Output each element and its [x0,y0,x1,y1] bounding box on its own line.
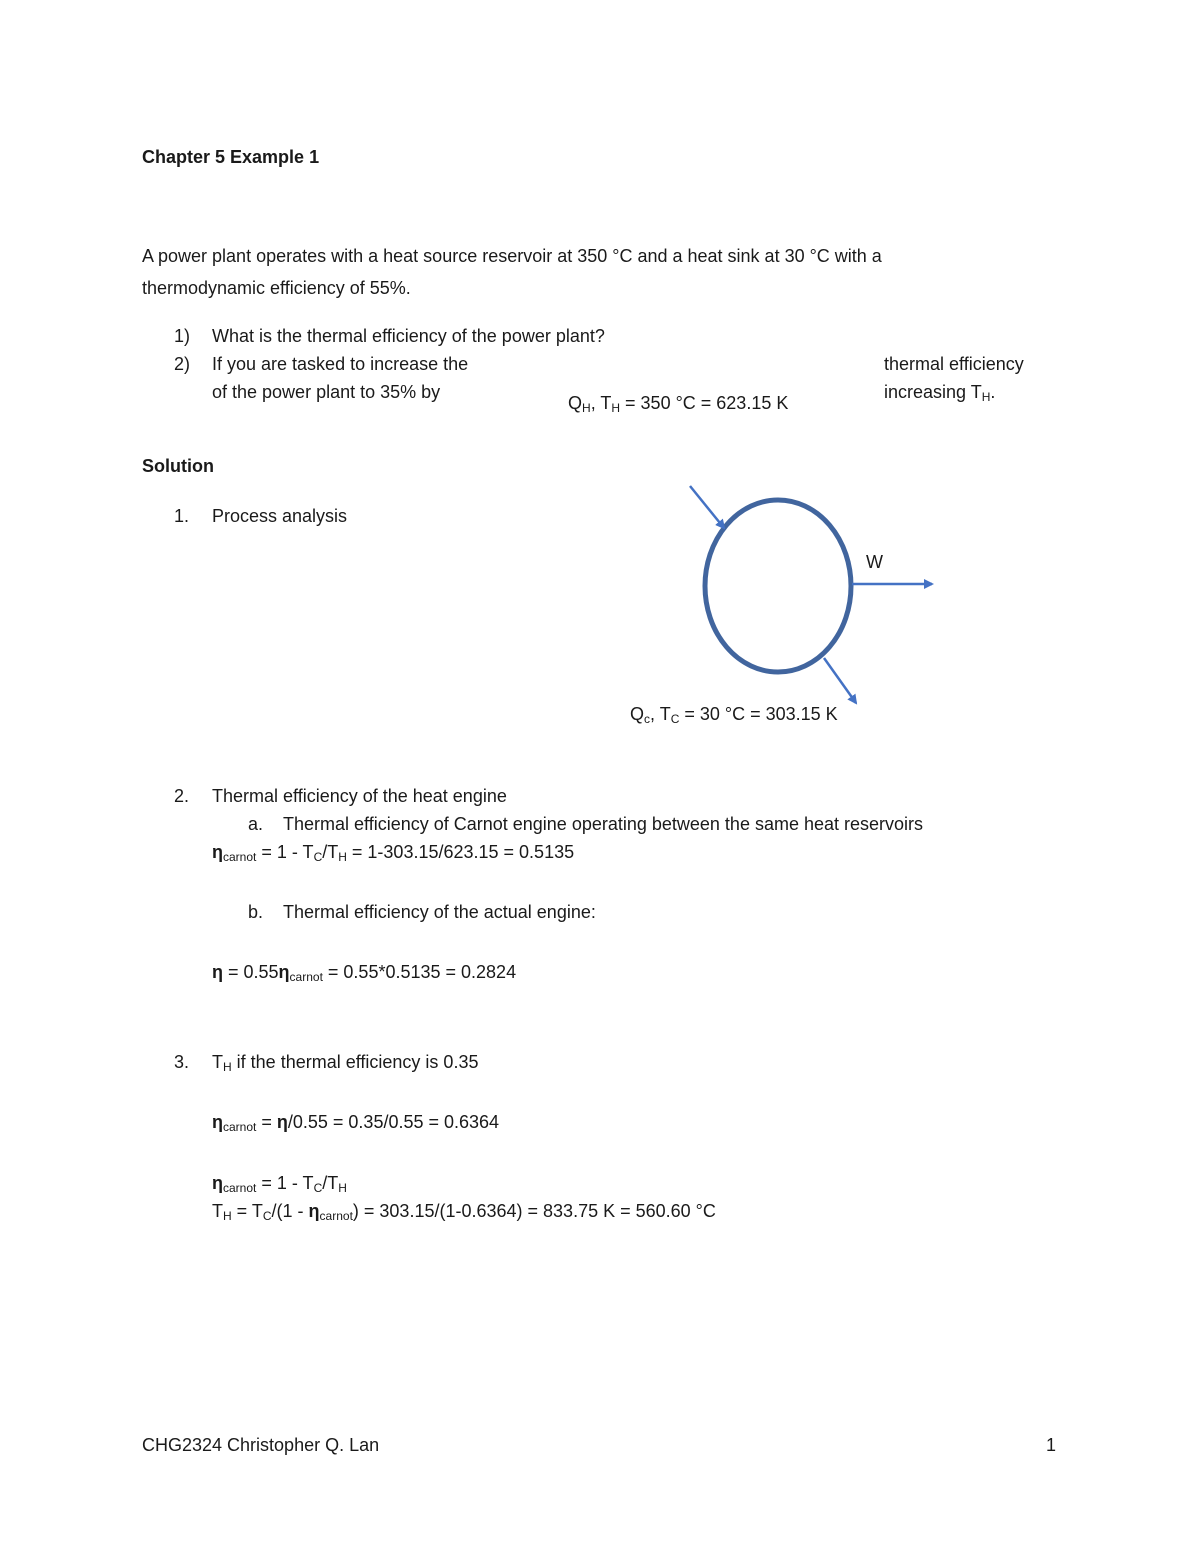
equation-required-th: $T_H = T_C/(1 - \eta_{carnot}) = 303.15/(1-0.6364) = 833.75$ K = 560.60 °C [212,1201,716,1223]
step-2-number: 2. [174,786,190,806]
page-title: Chapter 5 Example 1 [142,147,320,167]
step-2a-letter: a. [248,814,264,834]
step-3-text: $T_H$ if the thermal efficiency is 0.35 [212,1052,479,1074]
equation-carnot-definition: $\eta_{carnot} = 1 - T_C/T_H$ [212,1173,347,1195]
question-2-text-left-b: of the power plant to 35% by [212,382,441,402]
heat-engine-cycle [705,500,851,672]
qc-label: $Q_c$, $T_C = 30$ °C = 303.15 K [630,704,838,726]
work-label: W [866,552,883,572]
qh-label: $Q_H$, $T_H = 350$ °C = 623.15 K [568,393,789,415]
equation-required-carnot: $\eta_{carnot} = \eta/0.55 = 0.35/0.55 = 0.6364$ [212,1112,500,1134]
question-1-number: 1) [174,326,191,346]
problem-line-1: A power plant operates with a heat source reservoir at 350 °C and a heat sink at 30 °C with a [142,246,882,266]
step-2-text: Thermal efficiency of the heat engine [212,786,507,806]
page-number: 1 [1046,1435,1057,1455]
question-2-text-right-b: increasing $T_H$. [884,382,996,404]
heat-out-arrow [824,658,856,703]
equation-carnot-efficiency: $\eta_{carnot} = 1 - T_C/T_H = 1-303.15/623.15 = 0.5135$ [212,842,575,864]
solution-heading: Solution [142,456,214,476]
question-2-text-right-a: thermal efficiency [884,354,1024,374]
question-2-text-left-a: If you are tasked to increase the [212,354,469,374]
question-2-number: 2) [174,354,191,374]
step-2b-letter: b. [248,902,264,922]
step-2b-text: Thermal efficiency of the actual engine: [283,902,596,922]
step-1-text: Process analysis [212,506,348,526]
step-1-number: 1. [174,506,190,526]
heat-in-arrow [690,486,724,528]
problem-line-2: thermodynamic efficiency of 55%. [142,278,411,298]
question-1-text: What is the thermal efficiency of the power plant? [212,326,605,346]
step-3-number: 3. [174,1052,190,1072]
footer-author: CHG2324 Christopher Q. Lan [142,1435,380,1455]
step-2a-text: Thermal efficiency of Carnot engine operating between the same heat reservoirs [283,814,924,834]
equation-actual-efficiency: $\eta = 0.55\eta_{carnot} = 0.55*0.5135 = 0.2824$ [212,962,517,984]
